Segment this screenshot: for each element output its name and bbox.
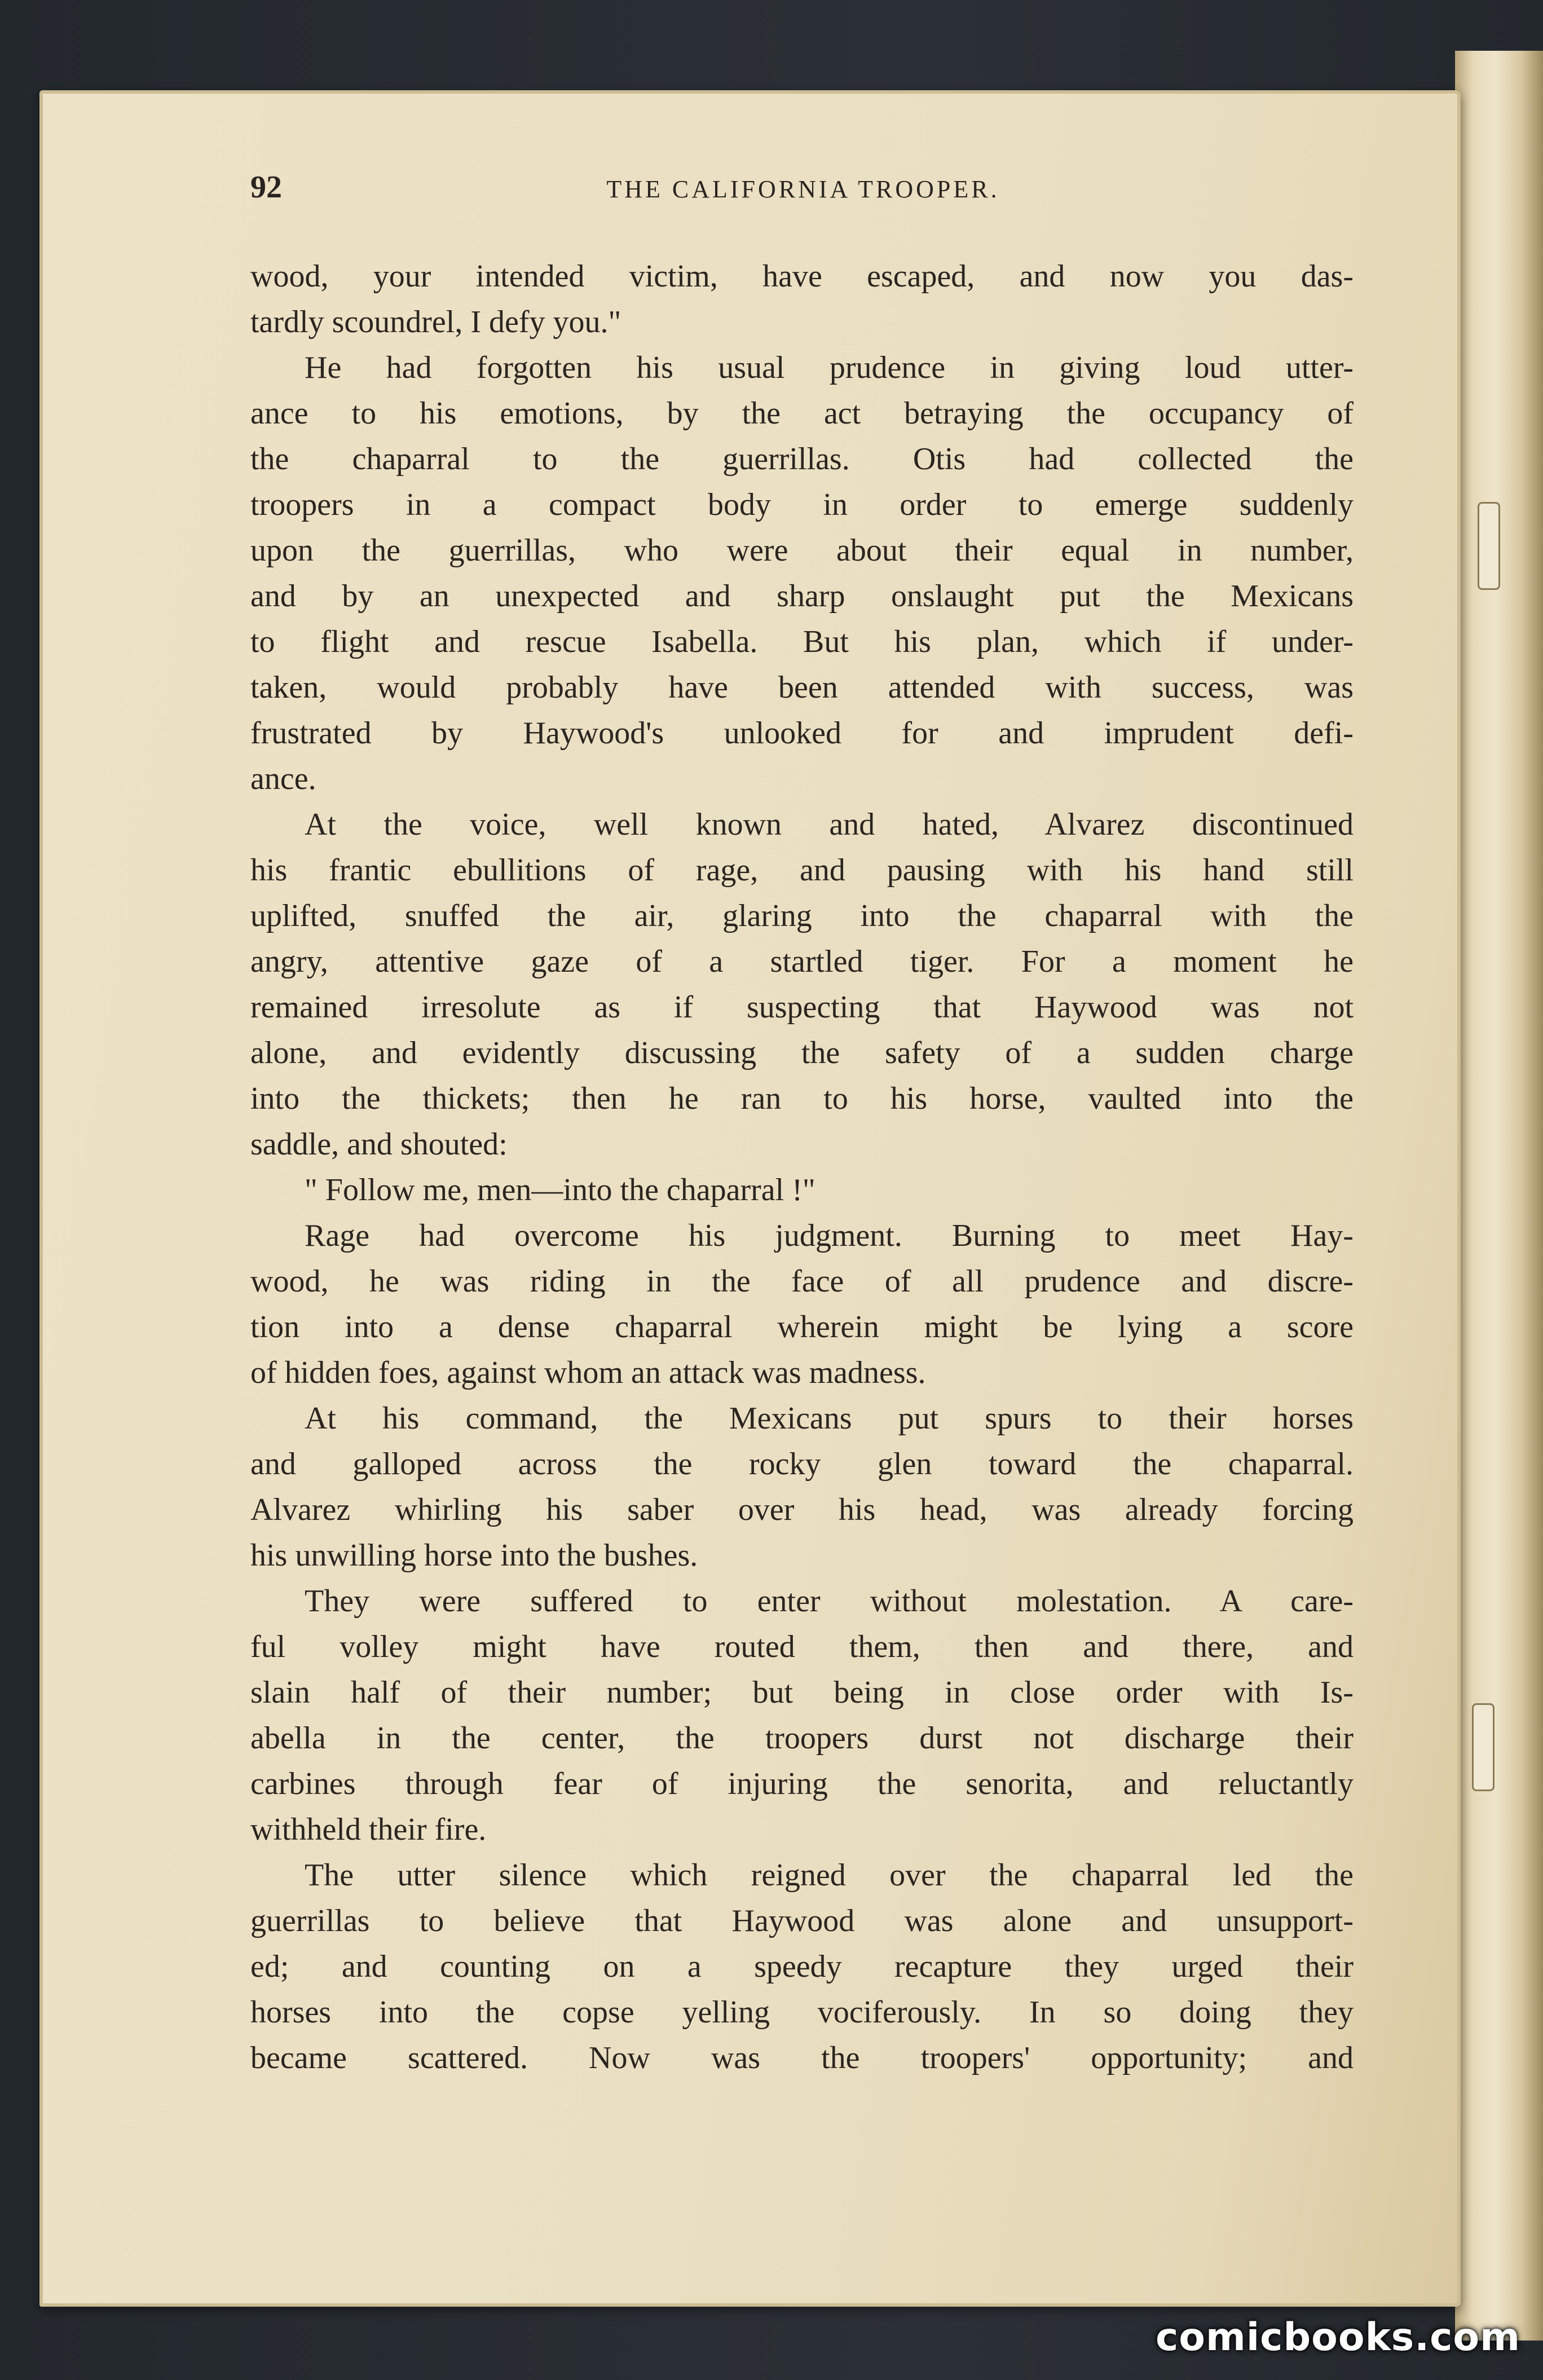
text-line: and by an unexpected and sharp onslaught put the Mexicans bbox=[250, 579, 1354, 614]
body-text bbox=[250, 254, 1354, 2081]
text-line: " Follow me, men—into the chaparral !" bbox=[305, 1173, 815, 1207]
text-line: his unwilling horse into the bushes. bbox=[250, 1538, 698, 1573]
text-line: They were suffered to enter without molestation. A care- bbox=[305, 1584, 1354, 1619]
text-line: wood, your intended victim, have escaped, and now you das- bbox=[250, 259, 1354, 294]
text-line: remained irresolute as if suspecting that Haywood was not bbox=[250, 990, 1354, 1025]
page-number: 92 bbox=[250, 170, 282, 205]
binding-thread-lower bbox=[1472, 1703, 1494, 1791]
text-line: tion into a dense chaparral wherein might be lying a score bbox=[250, 1310, 1354, 1345]
text-line: taken, would probably have been attended with success, was bbox=[250, 670, 1354, 705]
text-line: abella in the center, the troopers durst not discharge their bbox=[250, 1721, 1354, 1756]
text-line: troopers in a compact body in order to emerge suddenly bbox=[250, 487, 1354, 522]
text-line: to flight and rescue Isabella. But his plan, which if under- bbox=[250, 624, 1354, 659]
binding-thread-upper bbox=[1478, 502, 1500, 590]
text-line: into the thickets; then he ran to his horse, vaulted into the bbox=[250, 1081, 1354, 1116]
text-line: ful volley might have routed them, then and there, and bbox=[250, 1629, 1354, 1664]
text-line: of hidden foes, against whom an attack was madness. bbox=[250, 1355, 926, 1390]
text-line: tardly scoundrel, I defy you." bbox=[250, 305, 621, 340]
text-line: became scattered. Now was the troopers' opportunity; and bbox=[250, 2040, 1354, 2075]
text-line: withheld their fire. bbox=[250, 1812, 487, 1847]
text-line: slain half of their number; but being in close order with Is- bbox=[250, 1675, 1354, 1710]
text-line: At the voice, well known and hated, Alvarez discontinued bbox=[305, 807, 1354, 842]
text-line: wood, he was riding in the face of all prudence and discre- bbox=[250, 1264, 1354, 1299]
text-line: Rage had overcome his judgment. Burning to meet Hay- bbox=[305, 1218, 1354, 1253]
text-line: frustrated by Haywood's unlooked for and imprudent defi- bbox=[250, 716, 1354, 751]
book-spine bbox=[1455, 51, 1543, 2341]
text-line: ance to his emotions, by the act betraying the occupancy of bbox=[250, 396, 1354, 431]
text-line: horses into the copse yelling vociferously. In so doing they bbox=[250, 1995, 1354, 2030]
text-line: Alvarez whirling his saber over his head, was already forcing bbox=[250, 1492, 1354, 1527]
text-line: At his command, the Mexicans put spurs to their horses bbox=[305, 1401, 1354, 1436]
text-line: his frantic ebullitions of rage, and pausing with his hand still bbox=[250, 853, 1354, 888]
text-line: upon the guerrillas, who were about their equal in number, bbox=[250, 533, 1354, 568]
watermark: comicbooks.com bbox=[1155, 2315, 1520, 2360]
running-head: THE CALIFORNIA TROOPER. bbox=[606, 175, 1000, 203]
text-line: guerrillas to believe that Haywood was alone and unsupport- bbox=[250, 1903, 1354, 1938]
text-line: The utter silence which reigned over the chaparral led the bbox=[305, 1858, 1354, 1893]
text-line: alone, and evidently discussing the safety of a sudden charge bbox=[250, 1035, 1354, 1070]
text-line: and galloped across the rocky glen toward the chaparral. bbox=[250, 1447, 1354, 1482]
text-line: ance. bbox=[250, 761, 316, 796]
text-line: ed; and counting on a speedy recapture they urged their bbox=[250, 1949, 1354, 1984]
text-line: uplifted, snuffed the air, glaring into the chaparral with the bbox=[250, 898, 1354, 933]
text-line: He had forgotten his usual prudence in giving loud utter- bbox=[305, 350, 1354, 385]
text-line: carbines through fear of injuring the senorita, and reluctantly bbox=[250, 1766, 1354, 1801]
text-line: the chaparral to the guerrillas. Otis had collected the bbox=[250, 442, 1354, 477]
page-header bbox=[250, 169, 1356, 220]
text-line: saddle, and shouted: bbox=[250, 1127, 508, 1162]
text-line: angry, attentive gaze of a startled tiger. For a moment he bbox=[250, 944, 1354, 979]
